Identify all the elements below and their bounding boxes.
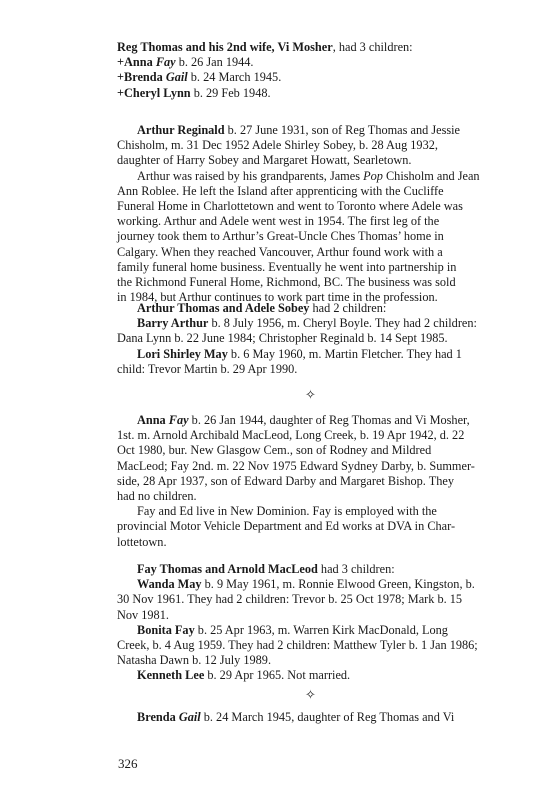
fay-arnold-section	[117, 562, 507, 684]
anna-line: had no children.	[117, 489, 197, 504]
child-cheryl: +Cheryl Lynn b. 29 Feb 1948.	[117, 85, 271, 100]
arthur-p2-line: working. Arthur and Adele went west in 1954. The first leg of the	[117, 214, 440, 229]
page-number: 326	[118, 756, 138, 771]
child-lori-cont: child: Trevor Martin b. 29 Apr 1990.	[117, 361, 298, 376]
child-wanda-cont: 30 Nov 1961. They had 2 children: Trevor b. 25 Oct 1978; Mark b. 15	[117, 592, 463, 607]
anna-section	[117, 413, 507, 550]
divider-diamond-icon: ✧	[305, 687, 316, 702]
reg-vi-section	[117, 40, 507, 101]
anna-p2-line: lottetown.	[117, 534, 167, 549]
divider-diamond-icon: ✧	[305, 387, 316, 402]
anna-line-1: Anna Fay b. 26 Jan 1944, daughter of Reg Thomas and Vi Mosher,	[137, 413, 470, 427]
arthur-p2-line-1: Arthur was raised by his grandparents, James Pop Chisholm and Jean	[137, 168, 480, 183]
arthur-p2-line: in 1984, but Arthur continues to work part time in the profession.	[117, 290, 438, 305]
child-barry-cont: Dana Lynn b. 22 June 1984; Christopher Reginald b. 14 Sept 1985.	[117, 331, 448, 346]
anna-p2-line: Fay and Ed live in New Dominion. Fay is employed with the	[137, 504, 437, 519]
arthur-line: Chisholm, m. 31 Dec 1952 Adele Shirley Sobey, b. 28 Aug 1932,	[117, 138, 438, 153]
arthur-line-1: Arthur Reginald b. 27 June 1931, son of Reg Thomas and Jessie	[137, 123, 461, 137]
brenda-line-1: Brenda Gail b. 24 March 1945, daughter of Reg Thomas and Vi	[137, 710, 455, 724]
arthur-line: daughter of Harry Sobey and Margaret Howatt, Searletown.	[117, 153, 412, 168]
arthur-p2-line: family funeral home business. Eventually he went into partnership in	[117, 259, 457, 274]
child-anna: +Anna Fay b. 26 Jan 1944.	[117, 55, 254, 70]
arthur-p2-line: Ann Roblee. He left the Island after apprenticing with the Cucliffe	[117, 183, 444, 198]
arthur-p2-line: the Richmond Funeral Home, Richmond, BC. The business was sold	[117, 275, 456, 290]
brenda-section	[117, 710, 507, 725]
anna-line: MacLeod; Fay 2nd. m. 22 Nov 1975 Edward Sydney Darby, b. Summer-	[117, 458, 475, 473]
anna-p2-line: provincial Motor Vehicle Department and Ed works at DVA in Char-	[117, 519, 456, 534]
fay-arnold-heading: Fay Thomas and Arnold MacLeod had 3 children:	[137, 562, 395, 576]
arthur-p2-line: journey took them to Arthur’s Great-Uncle Ches Thomas’ home in	[117, 229, 444, 244]
arthur-adele-section	[117, 301, 507, 377]
arthur-section	[117, 123, 507, 305]
child-kenneth: Kenneth Lee b. 29 Apr 1965. Not married.	[137, 668, 351, 683]
arthur-p2-line: Calgary. When they reached Vancouver, Arthur found work with a	[117, 244, 443, 259]
reg-vi-heading: Reg Thomas and his 2nd wife, Vi Mosher, had 3 children:	[117, 40, 413, 54]
child-bonita: Bonita Fay b. 25 Apr 1963, m. Warren Kirk MacDonald, Long	[137, 622, 448, 637]
child-wanda: Wanda May b. 9 May 1961, m. Ronnie Elwood Green, Kingston, b.	[137, 577, 475, 592]
anna-line: side, 28 Apr 1937, son of Edward Darby and Margaret Bishop. They	[117, 473, 454, 488]
child-barry: Barry Arthur b. 8 July 1956, m. Cheryl Boyle. They had 2 children:	[137, 316, 477, 331]
child-bonita-cont: Creek, b. 4 Aug 1959. They had 2 children: Matthew Tyler b. 1 Jan 1986;	[117, 638, 478, 653]
arthur-p2-line: Funeral Home in Charlottetown and went to Toronto where Adele was	[117, 199, 463, 214]
arthur-adele-heading: Arthur Thomas and Adele Sobey had 2 children:	[137, 301, 387, 315]
child-wanda-cont: Nov 1981.	[117, 607, 169, 622]
child-bonita-cont: Natasha Dawn b. 12 July 1989.	[117, 653, 272, 668]
anna-line: 1st. m. Arnold Archibald MacLeod, Long Creek, b. 19 Apr 1942, d. 22	[117, 428, 465, 443]
child-brenda: +Brenda Gail b. 24 March 1945.	[117, 70, 282, 85]
anna-line: Oct 1980, bur. New Glasgow Cem., son of Rodney and Mildred	[117, 443, 432, 458]
child-lori: Lori Shirley May b. 6 May 1960, m. Martin Fletcher. They had 1	[137, 346, 462, 361]
